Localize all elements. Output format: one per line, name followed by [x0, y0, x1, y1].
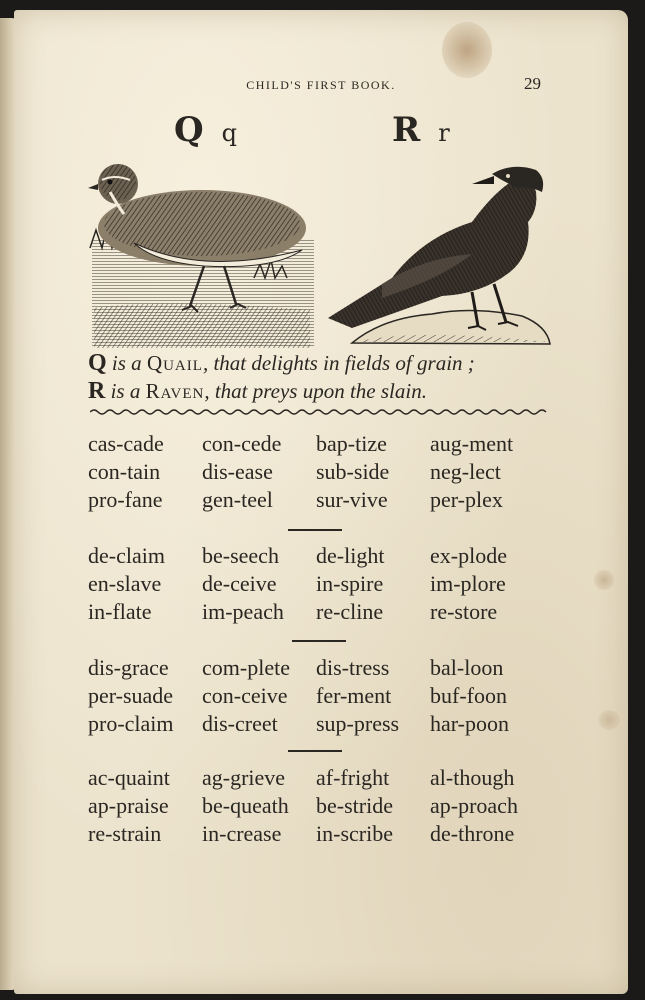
syllable-row: [88, 542, 588, 570]
letter-lower: r: [438, 119, 452, 147]
syllable-word: ap-proach: [430, 793, 518, 818]
syllable-set-3: [88, 654, 588, 738]
syllable-row: [88, 710, 588, 738]
syllable-word: im-peach: [202, 599, 284, 624]
syllable-word: dis-tress: [316, 655, 390, 680]
syllable-set-4: [88, 764, 588, 848]
syllable-word: fer-ment: [316, 683, 392, 708]
quail-woodcut: [74, 158, 314, 348]
wavy-rule: [90, 408, 548, 416]
syllable-row: [88, 820, 588, 848]
syllable-word: dis-creet: [202, 711, 278, 736]
syllable-word: re-cline: [316, 599, 384, 624]
letter-upper: R: [392, 110, 423, 150]
syllable-word: neg-lect: [430, 459, 501, 484]
syllable-row: [88, 764, 588, 792]
rhyme-line-quail: [88, 350, 475, 377]
syllable-word: per-suade: [88, 683, 174, 708]
syllable-word: ex-plode: [430, 543, 507, 568]
syllable-set-1: [88, 430, 588, 514]
syllable-word: pro-claim: [88, 711, 174, 736]
syllable-word: de-light: [316, 543, 385, 568]
syllable-word: buf-foon: [430, 683, 507, 708]
syllable-word: pro-fane: [88, 487, 163, 512]
syllable-word: bal-loon: [430, 655, 504, 680]
syllable-row: [88, 792, 588, 820]
syllable-row: [88, 570, 588, 598]
syllable-word: dis-grace: [88, 655, 169, 680]
syllable-word: in-scribe: [316, 821, 393, 846]
section-rule: [288, 529, 342, 531]
stain-mark: [594, 570, 614, 590]
letter-lower: q: [221, 119, 239, 147]
stain-mark: [598, 710, 620, 730]
syllable-word: sub-side: [316, 459, 390, 484]
rhyme-initial: R: [88, 378, 106, 404]
section-rule: [292, 640, 346, 642]
syllable-word: aug-ment: [430, 431, 514, 456]
syllable-word: be-stride: [316, 793, 393, 818]
syllable-row: [88, 430, 588, 458]
syllable-word: in-crease: [202, 821, 282, 846]
rhyme-animal: Quail: [146, 351, 203, 375]
letter-upper: Q: [174, 110, 206, 150]
syllable-row: [88, 486, 588, 514]
page-number: 29: [524, 74, 541, 93]
syllable-word: sur-vive: [316, 487, 388, 512]
syllable-row: [88, 598, 588, 626]
syllable-word: bap-tize: [316, 431, 387, 456]
raven-woodcut: [322, 158, 562, 358]
syllable-word: dis-ease: [202, 459, 273, 484]
syllable-word: re-store: [430, 599, 498, 624]
stain-mark: [442, 22, 492, 78]
rhyme-text: is a: [106, 351, 147, 375]
syllable-word: ag-grieve: [202, 765, 286, 790]
rhyme-initial: Q: [88, 350, 107, 376]
syllable-word: con-ceive: [202, 683, 288, 708]
syllable-word: in-flate: [88, 599, 152, 624]
section-rule: [288, 750, 342, 752]
running-head: CHILD'S FIRST BOOK.: [246, 78, 396, 92]
rhyme-line-raven: [88, 378, 427, 405]
rhyme-text: , that delights in fields of grain ;: [202, 351, 475, 375]
rhyme-text: is a: [105, 379, 146, 403]
syllable-word: de-throne: [430, 821, 515, 846]
rhyme-animal: Raven: [145, 379, 205, 403]
letter-heading-q: [174, 110, 239, 150]
syllable-word: cas-cade: [88, 431, 164, 456]
syllable-word: en-slave: [88, 571, 162, 596]
syllable-row: [88, 682, 588, 710]
syllable-word: con-cede: [202, 431, 282, 456]
syllable-row: [88, 458, 588, 486]
syllable-word: de-ceive: [202, 571, 277, 596]
syllable-word: al-though: [430, 765, 515, 790]
syllable-word: gen-teel: [202, 487, 273, 512]
syllable-word: ap-praise: [88, 793, 169, 818]
syllable-word: be-queath: [202, 793, 289, 818]
syllable-word: ac-quaint: [88, 765, 170, 790]
syllable-word: sup-press: [316, 711, 400, 736]
book-page: [14, 10, 628, 994]
syllable-set-2: [88, 542, 588, 626]
syllable-word: de-claim: [88, 543, 165, 568]
syllable-word: per-plex: [430, 487, 503, 512]
letter-heading-r: [392, 110, 452, 150]
syllable-word: har-poon: [430, 711, 509, 736]
syllable-row: [88, 654, 588, 682]
syllable-word: com-plete: [202, 655, 290, 680]
syllable-word: re-strain: [88, 821, 162, 846]
syllable-word: con-tain: [88, 459, 161, 484]
syllable-word: in-spire: [316, 571, 384, 596]
syllable-word: be-seech: [202, 543, 279, 568]
syllable-word: im-plore: [430, 571, 506, 596]
syllable-word: af-fright: [316, 765, 390, 790]
rhyme-text: , that preys upon the slain.: [204, 379, 427, 403]
